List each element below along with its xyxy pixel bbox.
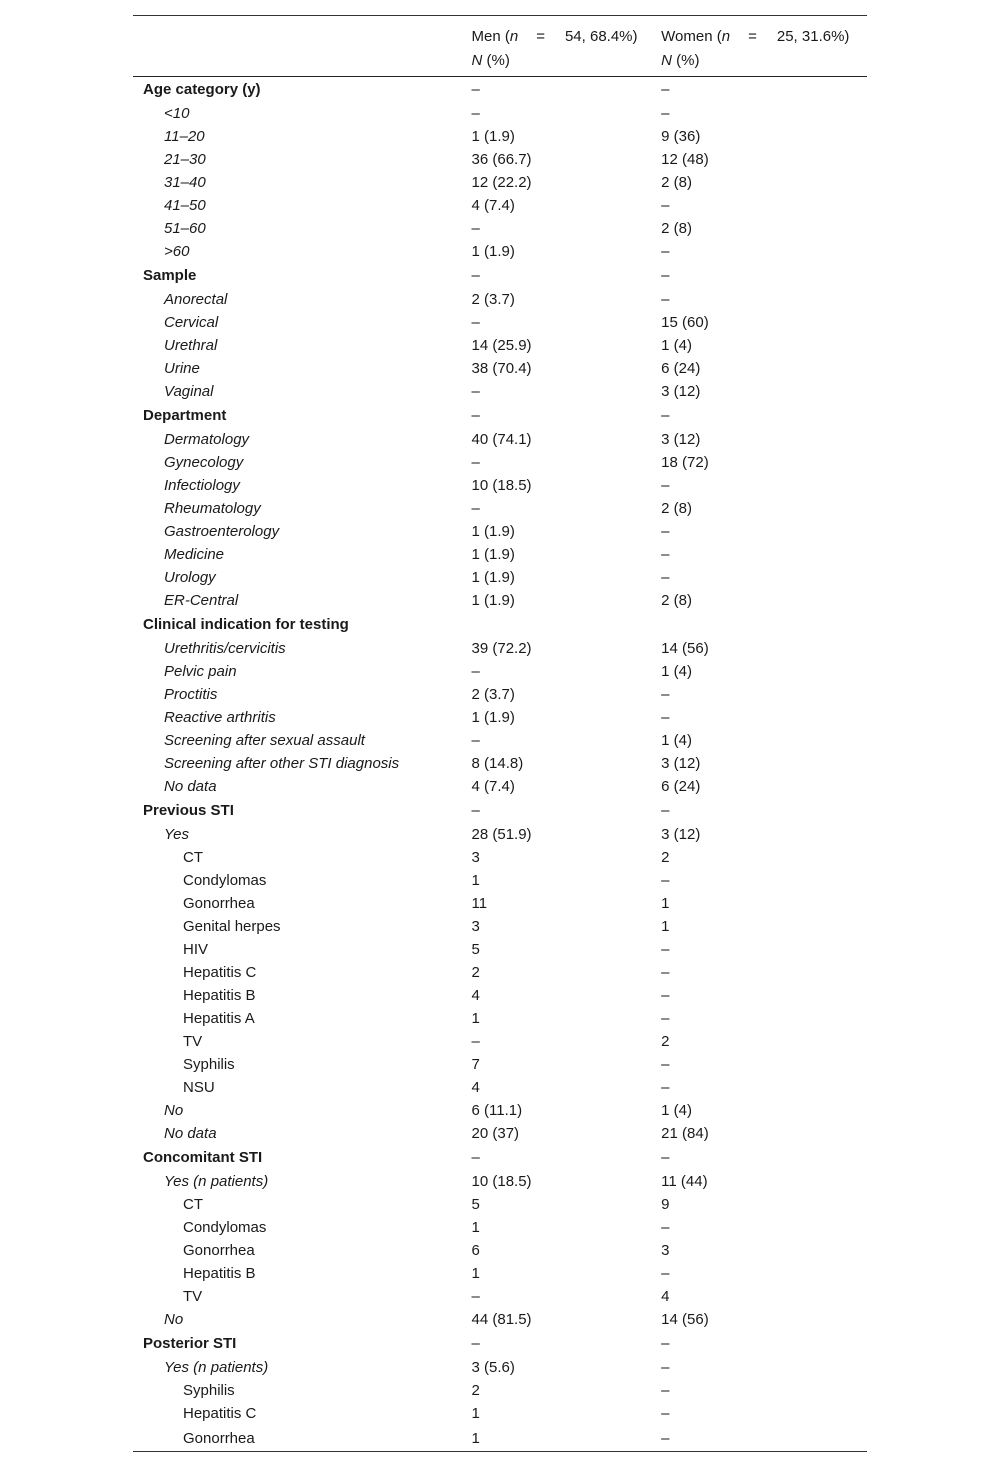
- row-label: Medicine: [164, 546, 225, 563]
- women-value: –: [661, 1149, 670, 1166]
- table-row: [133, 1402, 867, 1425]
- women-value: –: [661, 81, 670, 98]
- row-label: 51–60: [164, 220, 206, 237]
- section-row: [133, 1145, 867, 1170]
- men-value: 1 (1.9): [471, 243, 515, 260]
- row-label: CT: [183, 1196, 203, 1213]
- men-value: –: [471, 454, 480, 471]
- header-women-value: 25, 31.6%): [776, 27, 850, 45]
- row-label: Hepatitis C: [183, 1405, 257, 1422]
- row-label: TV: [183, 1288, 203, 1305]
- row-label: Gonorrhea: [133, 1425, 472, 1452]
- women-value: –: [661, 987, 670, 1004]
- men-value: 1 (1.9): [471, 523, 515, 540]
- women-value: 2 (8): [661, 220, 693, 237]
- men-value: 2 (3.7): [471, 686, 515, 703]
- table-row: [133, 520, 867, 543]
- men-value: 4: [471, 1079, 480, 1096]
- women-value: 1: [661, 895, 670, 912]
- men-value: 6 (11.1): [471, 1102, 523, 1119]
- table-row: [133, 311, 867, 334]
- women-value: –: [661, 1010, 670, 1027]
- women-value: –: [661, 686, 670, 703]
- table-row: [133, 148, 867, 171]
- table-row: [133, 1170, 867, 1193]
- men-value: 1: [471, 872, 480, 889]
- row-label: Anorectal: [164, 291, 228, 308]
- row-label: Urine: [164, 360, 200, 377]
- row-label: Reactive arthritis: [164, 709, 276, 726]
- table-row: [133, 1285, 867, 1308]
- table-row: [133, 729, 867, 752]
- subheader-men: [472, 48, 662, 77]
- men-value: 4 (7.4): [471, 197, 515, 214]
- table-row: [133, 1379, 867, 1402]
- table-row: [133, 194, 867, 217]
- women-value: 2: [661, 1033, 670, 1050]
- row-label: Condylomas: [183, 872, 267, 889]
- row-label: Screening after sexual assault: [164, 732, 365, 749]
- women-value: 1 (4): [661, 337, 693, 354]
- women-value: 15 (60): [661, 314, 709, 331]
- men-value: –: [471, 1335, 480, 1352]
- row-label: Yes (n patients): [164, 1173, 269, 1190]
- men-value: 5: [471, 1196, 480, 1213]
- men-value: 14 (25.9): [471, 337, 532, 354]
- men-value: 1: [471, 1010, 480, 1027]
- row-label: No data: [164, 778, 217, 795]
- table-row: [133, 451, 867, 474]
- table-row: [133, 752, 867, 775]
- header-subrow: [133, 48, 867, 77]
- row-label: Department: [143, 407, 227, 424]
- table-row: [133, 915, 867, 938]
- table-row: [133, 497, 867, 520]
- men-value: 1 (1.9): [471, 128, 515, 145]
- header-empty-cell: [133, 16, 472, 49]
- header-row: [133, 16, 867, 49]
- men-value: 36 (66.7): [471, 151, 532, 168]
- row-label: No: [164, 1102, 184, 1119]
- table-row: [133, 543, 867, 566]
- row-label: Proctitis: [164, 686, 218, 703]
- women-value: [661, 612, 867, 637]
- table-row: [133, 171, 867, 194]
- subheader-women-n: N: [661, 51, 673, 69]
- table-row: [133, 1216, 867, 1239]
- men-value: –: [471, 732, 480, 749]
- men-value: 44 (81.5): [471, 1311, 532, 1328]
- women-value: 1 (4): [661, 1102, 693, 1119]
- row-label: Hepatitis B: [183, 1265, 256, 1282]
- men-value: 40 (74.1): [471, 431, 532, 448]
- women-value: –: [661, 477, 670, 494]
- table-row: [133, 1030, 867, 1053]
- row-label: ER-Central: [164, 592, 239, 609]
- row-label: Yes: [164, 826, 190, 843]
- men-value: 1 (1.9): [471, 709, 515, 726]
- men-value: –: [471, 500, 480, 517]
- row-label: Screening after other STI diagnosis: [164, 755, 400, 772]
- men-value: –: [471, 663, 480, 680]
- women-value: –: [661, 964, 670, 981]
- women-value: 9: [661, 1196, 670, 1213]
- row-label: No data: [164, 1125, 217, 1142]
- row-label: 31–40: [164, 174, 206, 191]
- row-label: Clinical indication for testing: [143, 616, 349, 633]
- women-value: 3 (12): [661, 826, 701, 843]
- header-men-n: n: [509, 27, 519, 45]
- men-value: –: [471, 81, 480, 98]
- men-value: –: [471, 1149, 480, 1166]
- women-value: 2 (8): [661, 500, 693, 517]
- table-body: [133, 77, 867, 1452]
- row-label: Hepatitis C: [183, 964, 257, 981]
- men-value: 39 (72.2): [471, 640, 532, 657]
- row-label: Sample: [143, 267, 197, 284]
- section-row: [133, 77, 867, 103]
- men-value: 2 (3.7): [471, 291, 515, 308]
- row-label: <10: [164, 105, 190, 122]
- women-value: 2 (8): [661, 592, 693, 609]
- row-label: Gonorrhea: [183, 1242, 255, 1259]
- men-value: –: [471, 105, 480, 122]
- women-value: 12 (48): [661, 151, 709, 168]
- women-value: –: [661, 546, 670, 563]
- women-value: –: [661, 1359, 670, 1376]
- row-label: Urethral: [164, 337, 218, 354]
- row-label: HIV: [183, 941, 209, 958]
- men-value: 11: [471, 895, 488, 912]
- row-label: Genital herpes: [183, 918, 281, 935]
- row-label: Previous STI: [143, 802, 234, 819]
- table-row: [133, 125, 867, 148]
- men-value: 1: [471, 1265, 480, 1282]
- header-men: [472, 16, 662, 49]
- women-value: 3: [661, 1242, 670, 1259]
- men-value: 5: [471, 941, 480, 958]
- table-row: [133, 1099, 867, 1122]
- table-row: [133, 102, 867, 125]
- row-label: >60: [164, 243, 190, 260]
- row-label: No: [164, 1311, 184, 1328]
- table-row: [133, 892, 867, 915]
- row-label: Gynecology: [164, 454, 244, 471]
- row-label: Gastroenterology: [164, 523, 280, 540]
- women-value: –: [661, 291, 670, 308]
- row-label: 41–50: [164, 197, 206, 214]
- row-label: Syphilis: [183, 1382, 235, 1399]
- header-women: [661, 16, 867, 49]
- women-value: –: [661, 267, 670, 284]
- subheader-women: [661, 48, 867, 77]
- men-value: 3 (5.6): [471, 1359, 515, 1376]
- table-row: [133, 474, 867, 497]
- men-value: –: [471, 314, 480, 331]
- table-row: [133, 938, 867, 961]
- men-value: 6: [471, 1242, 480, 1259]
- row-label: 21–30: [164, 151, 206, 168]
- men-value: 1 (1.9): [471, 569, 515, 586]
- women-value: 9 (36): [661, 128, 701, 145]
- table-row: [133, 217, 867, 240]
- table-row: [133, 1053, 867, 1076]
- row-label: NSU: [183, 1079, 215, 1096]
- women-value: –: [661, 1382, 670, 1399]
- row-label: Posterior STI: [143, 1335, 237, 1352]
- women-value: –: [661, 802, 670, 819]
- table-row: [133, 984, 867, 1007]
- table-row: [133, 1122, 867, 1145]
- table-row: [133, 1425, 867, 1452]
- header-men-prefix: Men (: [471, 27, 510, 45]
- women-value: 4: [661, 1288, 670, 1305]
- header-men-value: 54, 68.4%): [564, 27, 638, 45]
- table-row: [133, 706, 867, 729]
- table-row: [133, 428, 867, 451]
- men-value: –: [471, 802, 480, 819]
- header-women-eq: =: [748, 27, 757, 45]
- men-value: 12 (22.2): [471, 174, 532, 191]
- men-value: 10 (18.5): [471, 1173, 532, 1190]
- table-row: [133, 1262, 867, 1285]
- women-value: 21 (84): [661, 1125, 709, 1142]
- table-row: [133, 869, 867, 892]
- row-label: Syphilis: [183, 1056, 235, 1073]
- row-label: Pelvic pain: [164, 663, 237, 680]
- row-label: Vaginal: [164, 383, 214, 400]
- table-row: [133, 660, 867, 683]
- table-row: [133, 961, 867, 984]
- women-value: 3 (12): [661, 755, 701, 772]
- women-value: –: [661, 709, 670, 726]
- table-row: [133, 566, 867, 589]
- table-row: [133, 823, 867, 846]
- section-row: [133, 612, 867, 637]
- men-value: 2: [471, 964, 480, 981]
- women-value: –: [661, 1265, 670, 1282]
- table-row: [133, 357, 867, 380]
- women-value: 2 (8): [661, 174, 693, 191]
- women-value: –: [661, 872, 670, 889]
- women-value: 14 (56): [661, 640, 709, 657]
- row-label: Infectiology: [164, 477, 240, 494]
- women-value: 6 (24): [661, 360, 701, 377]
- section-row: [133, 798, 867, 823]
- men-value: 1 (1.9): [471, 592, 515, 609]
- row-label: Rheumatology: [164, 500, 261, 517]
- women-value: 2: [661, 849, 670, 866]
- women-value: –: [661, 1079, 670, 1096]
- men-value: 2: [471, 1382, 480, 1399]
- header-women-n: n: [721, 27, 731, 45]
- men-value: 20 (37): [471, 1125, 520, 1142]
- men-value: [472, 612, 662, 637]
- subheader-women-pct: (%): [672, 51, 700, 69]
- women-value: 3 (12): [661, 383, 701, 400]
- row-label: Urology: [164, 569, 216, 586]
- women-value: 14 (56): [661, 1311, 709, 1328]
- row-label: Condylomas: [183, 1219, 267, 1236]
- men-value: –: [471, 383, 480, 400]
- men-value: –: [471, 1033, 480, 1050]
- table-row: [133, 380, 867, 403]
- men-value: 1: [472, 1425, 662, 1452]
- men-value: 4 (7.4): [471, 778, 515, 795]
- men-value: 1: [471, 1405, 480, 1422]
- women-value: –: [661, 407, 670, 424]
- table-row: [133, 240, 867, 263]
- row-label: Urethritis/cervicitis: [164, 640, 286, 657]
- demographics-table: [133, 15, 867, 1452]
- row-label: Hepatitis A: [183, 1010, 255, 1027]
- women-value: 1 (4): [661, 663, 693, 680]
- men-value: 8 (14.8): [471, 755, 524, 772]
- men-value: 38 (70.4): [471, 360, 532, 377]
- men-value: 10 (18.5): [471, 477, 532, 494]
- women-value: –: [661, 1219, 670, 1236]
- subheader-men-pct: (%): [482, 51, 510, 69]
- section-row: [133, 403, 867, 428]
- women-value: 6 (24): [661, 778, 701, 795]
- women-value: –: [661, 1425, 867, 1452]
- table-container: [133, 15, 867, 1452]
- row-label: 11–20: [164, 128, 205, 145]
- men-value: 3: [471, 849, 480, 866]
- men-value: –: [471, 220, 480, 237]
- table-row: [133, 1239, 867, 1262]
- subheader-men-n: N: [471, 51, 483, 69]
- section-row: [133, 1331, 867, 1356]
- header-men-eq: =: [536, 27, 545, 45]
- row-label: Hepatitis B: [183, 987, 256, 1004]
- women-value: 1 (4): [661, 732, 693, 749]
- men-value: 1: [471, 1219, 480, 1236]
- subheader-empty-cell: [133, 48, 472, 77]
- row-label: Dermatology: [164, 431, 250, 448]
- table-row: [133, 589, 867, 612]
- row-label: Concomitant STI: [143, 1149, 263, 1166]
- row-label: Age category (y): [143, 81, 261, 98]
- women-value: 3 (12): [661, 431, 701, 448]
- table-row: [133, 1076, 867, 1099]
- women-value: –: [661, 243, 670, 260]
- women-value: –: [661, 1335, 670, 1352]
- men-value: 4: [471, 987, 480, 1004]
- table-header: [133, 16, 867, 77]
- row-label: Yes (n patients): [164, 1359, 269, 1376]
- table-row: [133, 288, 867, 311]
- table-row: [133, 846, 867, 869]
- women-value: –: [661, 105, 670, 122]
- table-row: [133, 637, 867, 660]
- section-row: [133, 263, 867, 288]
- women-value: 11 (44): [661, 1173, 708, 1190]
- table-row: [133, 1193, 867, 1216]
- men-value: 3: [471, 918, 480, 935]
- header-women-prefix: Women (: [661, 27, 722, 45]
- row-label: Gonorrhea: [183, 895, 255, 912]
- men-value: –: [471, 1288, 480, 1305]
- women-value: –: [661, 1405, 670, 1422]
- men-value: 28 (51.9): [471, 826, 532, 843]
- table-row: [133, 775, 867, 798]
- row-label: Cervical: [164, 314, 219, 331]
- table-row: [133, 1007, 867, 1030]
- men-value: 1 (1.9): [471, 546, 515, 563]
- table-row: [133, 1356, 867, 1379]
- men-value: –: [471, 267, 480, 284]
- women-value: –: [661, 941, 670, 958]
- men-value: –: [471, 407, 480, 424]
- women-value: –: [661, 523, 670, 540]
- row-label: TV: [183, 1033, 203, 1050]
- men-value: 7: [471, 1056, 480, 1073]
- table-row: [133, 334, 867, 357]
- women-value: –: [661, 1056, 670, 1073]
- table-row: [133, 1308, 867, 1331]
- table-row: [133, 683, 867, 706]
- women-value: 1: [661, 918, 670, 935]
- women-value: –: [661, 569, 670, 586]
- women-value: –: [661, 197, 670, 214]
- women-value: 18 (72): [661, 454, 709, 471]
- row-label: CT: [183, 849, 203, 866]
